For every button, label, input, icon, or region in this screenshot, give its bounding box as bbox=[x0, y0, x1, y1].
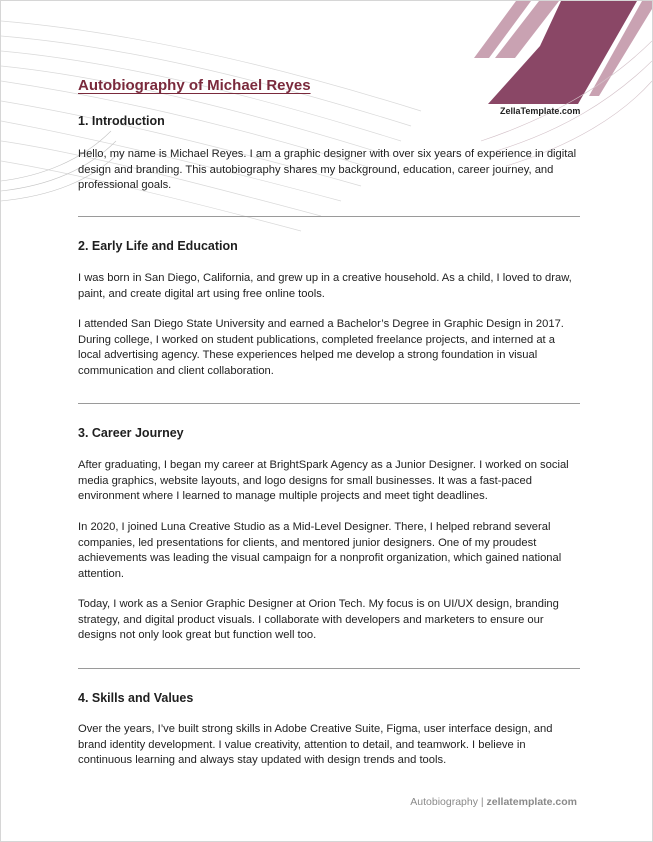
brand-label: ZellaTemplate.com bbox=[500, 106, 581, 116]
paragraph-early-life-1: I was born in San Diego, California, and grew up in a creative household. As a child, I loved to draw, paint, and create digital art using free online tools. bbox=[78, 272, 572, 300]
paragraph-career-3: Today, I work as a Senior Graphic Designer at Orion Tech. My focus is on UI/UX design, branding strategy, and digital product visuals. I collaborate with developers and marketers to ensure our designs not only look great but function well too. bbox=[78, 598, 559, 641]
section-heading-skills: 4. Skills and Values bbox=[78, 691, 194, 705]
paragraph-early-life-2: I attended San Diego State University and earned a Bachelor’s Degree in Graphic Design in 2017. During college, I worked on student publications, completed freelance projects, and interned at a local advertising agency. These experiences helped me develop a strong foundation in visual communication and client collaboration. bbox=[78, 318, 564, 377]
footer-separator: | bbox=[480, 796, 484, 808]
paragraph-skills: Over the years, I’ve built strong skills in Adobe Creative Suite, Figma, user interface design, and brand identity development. I value creativity, attention to detail, and teamwork. I believe in continuous learning and always stay updated with design trends and tools. bbox=[78, 723, 553, 766]
footer-site-link[interactable]: zellatemplate.com bbox=[486, 796, 577, 808]
section-heading-introduction: 1. Introduction bbox=[78, 114, 165, 128]
paragraph-introduction: Hello, my name is Michael Reyes. I am a graphic designer with over six years of experience in digital design and branding. This autobiography shares my background, education, career journey, and professional goals. bbox=[78, 148, 577, 191]
paragraph-career-1: After graduating, I began my career at BrightSpark Agency as a Junior Designer. I worked on social media graphics, website layouts, and logo designs for small businesses. It was a fast-paced environment where I learned to manage multiple projects and meet tight deadlines. bbox=[78, 459, 569, 502]
section-divider bbox=[78, 403, 580, 404]
section-heading-career: 3. Career Journey bbox=[78, 426, 184, 440]
footer-doc-label: Autobiography bbox=[410, 796, 478, 808]
page-footer bbox=[410, 796, 577, 808]
paragraph-career-2: In 2020, I joined Luna Creative Studio as a Mid-Level Designer. There, I helped rebrand several companies, led presentations for clients, and mentored junior designers. One of my proudest achievements was leading the visual campaign for a nonprofit organization, which gained national attention. bbox=[78, 521, 562, 580]
section-heading-early-life: 2. Early Life and Education bbox=[78, 239, 238, 253]
section-divider bbox=[78, 216, 580, 217]
document-title: Autobiography of Michael Reyes bbox=[78, 77, 311, 94]
section-divider bbox=[78, 668, 580, 669]
